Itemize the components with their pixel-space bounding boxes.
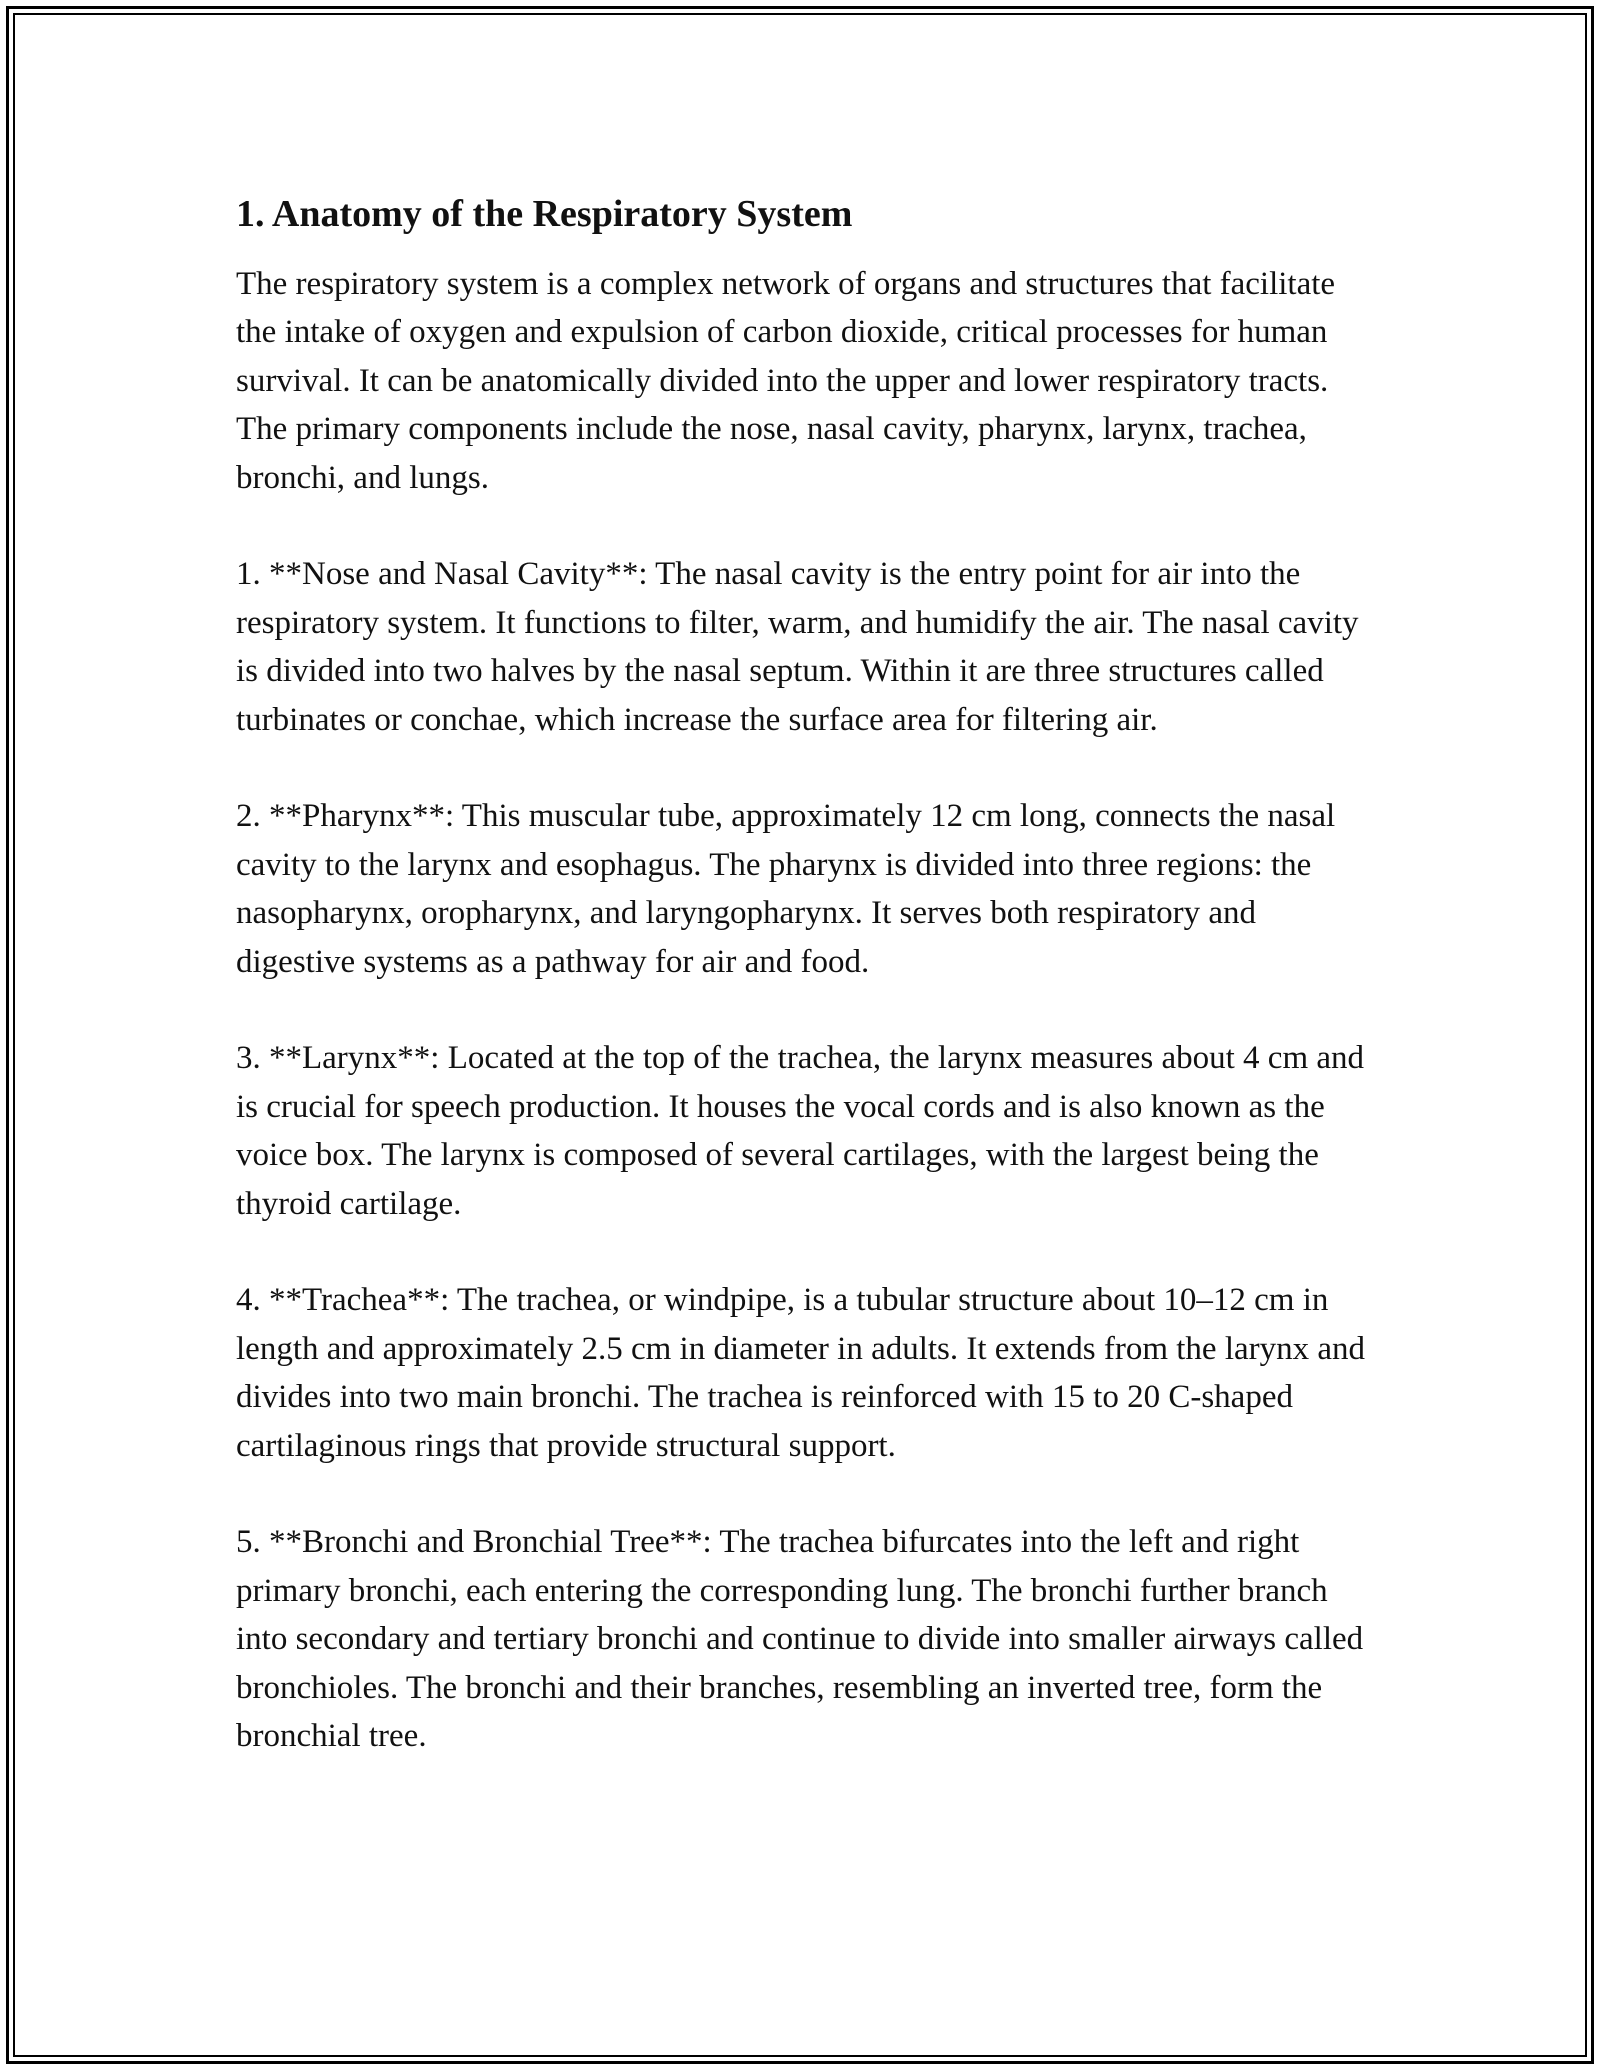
document-body	[236, 188, 1376, 1761]
paragraph-trachea: 4. **Trachea**: The trachea, or windpipe, is a tubular structure about 10–12 cm in length and approximately 2.5 cm in diameter in adults. It extends from the larynx and divides into two main bronchi. The trachea is reinforced with 15 to 20 C-shaped cartilaginous rings that provide structural support.	[236, 1282, 1366, 1464]
intro-paragraph: The respiratory system is a complex network of organs and structures that facilitate the intake of oxygen and expulsion of carbon dioxide, critical processes for human survival. It can be anatomically divided into the upper and lower respiratory tracts. The primary components include the nose, nasal cavity, pharynx, larynx, trachea, bronchi, and lungs.	[236, 266, 1336, 496]
paragraph-bronchi: 5. **Bronchi and Bronchial Tree**: The trachea bifurcates into the left and right primary bronchi, each entering the corresponding lung. The bronchi further branch into secondary and tertiary bronchi and continue to divide into smaller airways called bronchioles. The bronchi and their branches, resembling an inverted tree, form the bronchial tree.	[236, 1524, 1364, 1755]
paragraph-pharynx: 2. **Pharynx**: This muscular tube, approximately 12 cm long, connects the nasal cavity to the larynx and esophagus. The pharynx is divided into three regions: the nasopharynx, oropharynx, and laryngopharynx. It serves both respiratory and digestive systems as a pathway for air and food.	[236, 798, 1336, 980]
section-heading: 1. Anatomy of the Respiratory System	[236, 193, 853, 235]
paragraph-larynx: 3. **Larynx**: Located at the top of the trachea, the larynx measures about 4 cm and is crucial for speech production. It houses the vocal cords and is also known as the voice box. The larynx is composed of several cartilages, with the largest being the thyroid cartilage.	[236, 1040, 1365, 1222]
paragraph-nose-nasal-cavity: 1. **Nose and Nasal Cavity**: The nasal cavity is the entry point for air into the respiratory system. It functions to filter, warm, and humidify the air. The nasal cavity is divided into two halves by the nasal septum. Within it are three structures called turbinates or conchae, which increase the surface area for filtering air.	[236, 556, 1359, 738]
